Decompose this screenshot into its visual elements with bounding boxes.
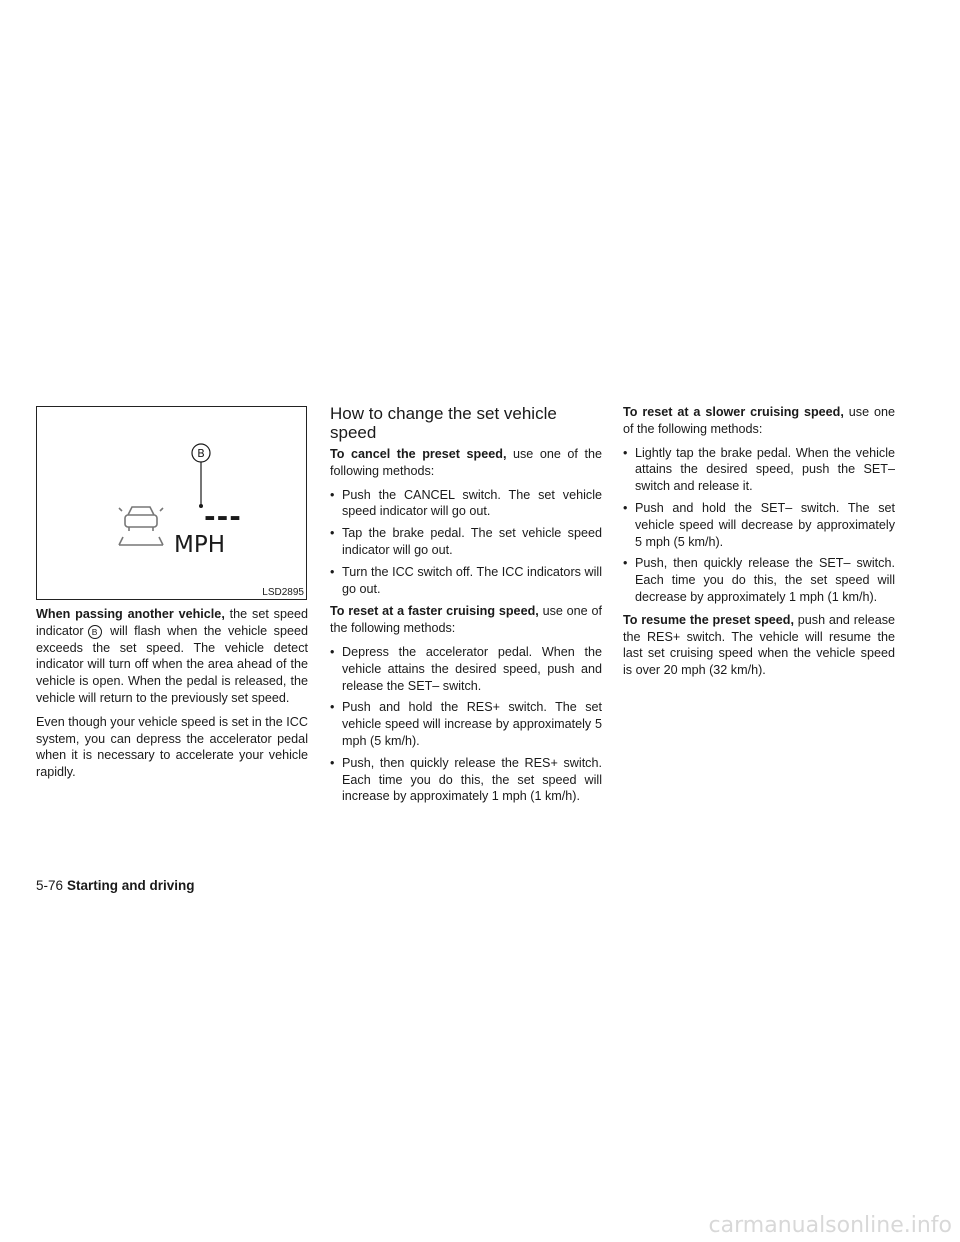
- slower-lead: To reset at a slower cruising speed,: [623, 405, 844, 419]
- list-item: • Push, then quickly release the SET– switch. Each time you do this, the set speed will decrease by approximately 1 mph (1 km/h).: [623, 555, 895, 605]
- list-item: • Push and hold the RES+ switch. The set vehicle speed will increase by approximately 5 mph (5 km/h).: [330, 699, 602, 749]
- section-heading: How to change the set vehicle speed: [330, 404, 557, 442]
- resume-paragraph: [623, 612, 895, 679]
- list-item: • Push, then quickly release the RES+ switch. Each time you do this, the set speed will increase by approximately 1 mph (1 km/h).: [330, 755, 602, 805]
- list-item: • Depress the accelerator pedal. When the vehicle attains the desired speed, push and release the SET– switch.: [330, 644, 602, 694]
- indicator-b-marker: B: [88, 625, 102, 639]
- resume-lead: To resume the preset speed,: [623, 612, 794, 627]
- column-2: [330, 404, 602, 811]
- speed-dashes: ---: [204, 500, 242, 533]
- callout-dot: [199, 504, 203, 508]
- column-3: [623, 404, 895, 686]
- figure-illustration: [37, 407, 308, 601]
- speed-unit-label: MPH: [174, 532, 226, 558]
- cancel-paragraph: [330, 446, 602, 480]
- list-item: • Push the CANCEL switch. The set vehicle speed indicator will go out.: [330, 487, 602, 521]
- slower-text: use one of the following methods:: [623, 405, 895, 436]
- list-item: • Tap the brake pedal. The set vehicle speed indicator will go out.: [330, 525, 602, 559]
- list-item: • Turn the ICC switch off. The ICC indicators will go out.: [330, 564, 602, 598]
- accelerate-paragraph: Even though your vehicle speed is set in the ICC system, you can depress the accelerator pedal when it is necessary to accelerate your vehicle rapidly.: [36, 714, 308, 780]
- passing-lead: When passing another vehicle,: [36, 607, 225, 621]
- passing-text-a: the set speed indicator: [36, 607, 308, 638]
- passing-paragraph: [36, 606, 308, 707]
- passing-text-b: will flash when the vehicle speed exceeds the set speed. The vehicle detect indicator will turn off when the area ahead of the vehicle is open. When the pedal is released, the vehicle will return to the previously set speed.: [36, 623, 308, 705]
- slower-methods-list: [623, 445, 895, 606]
- section-name: Starting and driving: [67, 878, 195, 893]
- watermark: carmanualsonline.info: [708, 1213, 952, 1238]
- slower-paragraph: [623, 404, 895, 438]
- vehicle-detect-icon: [119, 507, 163, 545]
- list-item: • Push and hold the SET– switch. The set vehicle speed will decrease by approximately 5 mph (5 km/h).: [623, 500, 895, 550]
- figure-code: LSD2895: [262, 587, 304, 598]
- column-1: [36, 606, 308, 788]
- faster-paragraph: [330, 603, 602, 637]
- page-number: 5-76: [36, 878, 64, 893]
- cancel-text: use one of the following methods:: [330, 447, 602, 478]
- speed-indicator-figure: [36, 406, 307, 600]
- callout-letter: B: [197, 447, 205, 460]
- cancel-methods-list: [330, 487, 602, 598]
- cancel-lead: To cancel the preset speed,: [330, 447, 507, 461]
- faster-text: use one of the following methods:: [330, 604, 602, 636]
- faster-lead: To reset at a faster cruising speed,: [330, 604, 539, 619]
- page-footer: [36, 877, 195, 895]
- list-item: • Lightly tap the brake pedal. When the vehicle attains the desired speed, push the SET– switch and release it.: [623, 445, 895, 495]
- faster-methods-list: [330, 644, 602, 805]
- resume-text: push and release the RES+ switch. The vehicle will resume the last set cruising speed when the vehicle speed is over 20 mph (32 km/h).: [623, 612, 895, 678]
